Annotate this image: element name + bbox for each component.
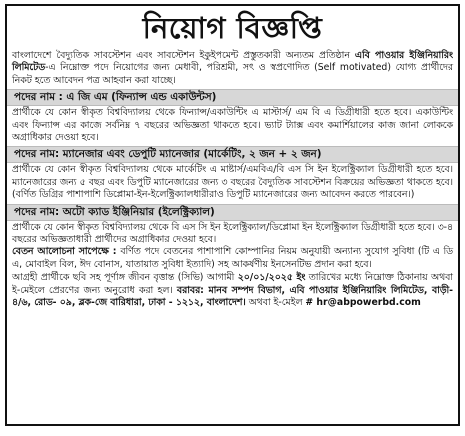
deadline-date: ২০/০১/২০২৫ ইং — [237, 272, 306, 284]
job-notice — [5, 4, 460, 426]
intro-text-a: বাংলাদেশে বৈদ্যুতিক সাবস্টেশন এবং সাবস্টেশন ইকুইপমেন্ট প্রস্তুতকারী অন্যতম প্রতিষ্ঠান — [12, 50, 355, 61]
email-label: অথবা ই-মেইল — [245, 297, 306, 309]
salary-paragraph — [12, 246, 453, 271]
salary-text: বর্ণিত পদে বেতনের পাশাপাশি কোম্পানির নিয়ম অনুযায়ী অন্যান্য সুযোগ সুবিধা (টি এ ডি এ, মোবাইল বিল, ঈদ বোনাস, যাতায়াত সুবিধা ইত্যাদি) সহ আকর্ষণীয় ইনসেনটিভ প্রদান করা হবে। — [12, 246, 453, 270]
job-1-title: এ জি এম (ফিন্যান্স এন্ড একাউন্টস) — [66, 91, 217, 104]
page-title: নিয়োগ বিজ্ঞপ্তি — [142, 11, 323, 45]
job-3-title: অটো ক্যাড ইঞ্জিনিয়ার (ইলেক্ট্রিক্যাল) — [62, 205, 215, 218]
job-1-label: পদের নাম : — [14, 91, 67, 104]
job-2-header — [7, 146, 458, 163]
salary-label: বেতন আলোচনা সাপেক্ষে : — [12, 246, 121, 258]
job-2-requirements: প্রার্থীকে যে কোন স্বীকৃত বিশ্ববিদ্যালয় থেকে মার্কেটিং এ মাষ্টার্স/এমবিএ/বি এস সি ইন ইলেক্ট্রিক্যাল ডিগ্রীধারী হতে হবে। ম্যানেজারের জন্য ৫ বছর এবং ডিপুটি ম্যানেজারের জন্য ৩ বছরের বৈদ্যুতিক সাবস্টেশন বিক্রয়ের অভিজ্ঞতা থাকতে হবে। (বর্ণিত ডিগ্রির পাশাপাশি ডিপ্লোমা-ইন-ইলেক্ট্রিক্যালধারীরাও ডিপুটি ম্যানেজারের জন্য আবেদন করতে পারবেন।) — [12, 164, 453, 201]
job-3-requirements: প্রার্থীকে যে কোন স্বীকৃত বিশ্ববিদ্যালয় থেকে বি এস সি ইন ইলেক্ট্রিক্যাল/ডিপ্লোমা ইন ইলেক্ট্রিক্যাল ডিগ্রীধারী হতে হবে। ৩-৪ বছরের অভিজ্ঞতাধারী প্রার্থীদের অগ্রাধিকার দেওয়া হবে। — [12, 221, 453, 246]
job-1-requirements: প্রার্থীকে যে কোন স্বীকৃত বিশ্ববিদ্যালয় থেকে ফিন্যান্স/একাউন্টিং এ মাস্টার্স/ এম বি এ ডিগ্রীধারী হতে হবে। একাউন্টিং এবং ফিন্যান্স এর কাজে সর্বনিম্ন ৭ বছরের অভিজ্ঞতা থাকতে হবে। ভ্যাট ট্যাক্স এবং কমার্শিয়ালের কাজ জানা লোককে অগ্রাধিকার দেওয়া হবে। — [12, 107, 453, 144]
title-area — [12, 6, 453, 50]
job-2-title: ম্যানেজার এবং ডেপুটি ম্যানেজার (মার্কেটিং, ২ জন + ২ জন) — [62, 148, 322, 161]
job-3-label: পদের নাম: — [14, 205, 63, 218]
apply-text-a: আগ্রহী প্রার্থীকে ছবি সহ পূর্ণাঙ্গ জীবন বৃত্তান্ত (সিভি) আগামী — [12, 272, 238, 284]
job-2-label: পদের নাম: — [14, 148, 63, 161]
intro-text-b: -এ নিম্নোক্ত পদে নিয়োগের জন্য মেধাবী, পরিশ্রমী, সৎ ও স্বপ্রণোদিত (Self motivated) যোগ্য প্রার্থীদের নিকট হতে আবেদন পত্র আহবান করা যাচ্ছে। — [12, 62, 453, 86]
apply-text-b: তারিখের মধ্যে নিম্নোক্ত ঠিকানায় অথবা ই-মেইলে প্রেরণের জন্য অনুরোধ করা হল। — [12, 272, 453, 296]
company-name: এবি পাওয়ার ইঞ্জিনিয়ারিং লিমিটেড — [12, 50, 453, 74]
postal-address: বরাবর: মানব সম্পদ বিভাগ, এবি পাওয়ার ইঞ্জিনিয়ারিং লিমিটেড, বাড়ী- ৪/৬, রোড- ০৯, ব্লক-জে বারিধারা, ঢাকা - ১২১২, বাংলাদেশ। — [12, 284, 453, 309]
intro-paragraph — [12, 50, 453, 87]
apply-paragraph — [12, 272, 453, 309]
job-3-header — [7, 204, 458, 221]
email-address[interactable]: # hr@abpowerbd.com — [305, 297, 421, 309]
job-1-header — [7, 89, 458, 106]
